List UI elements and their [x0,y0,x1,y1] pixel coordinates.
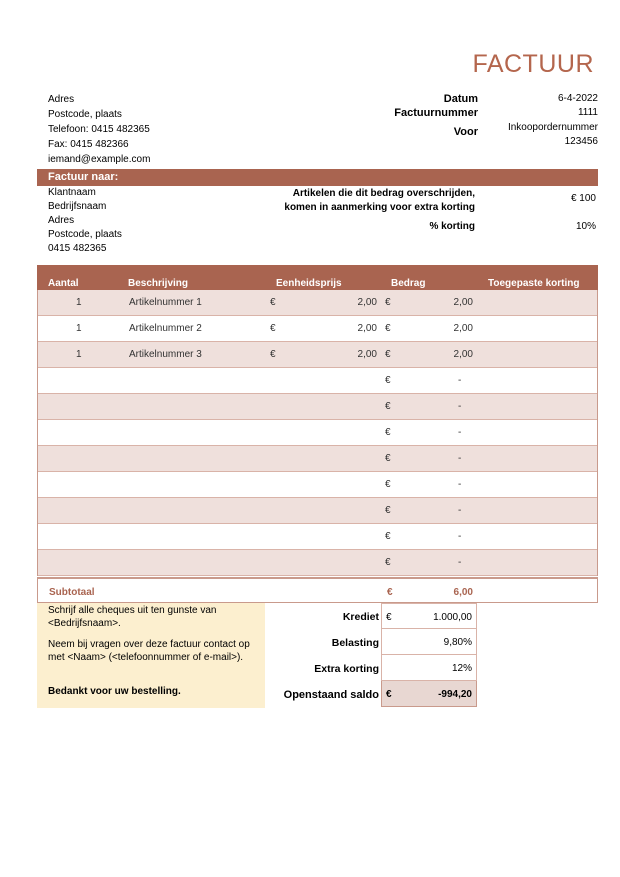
items-table-header [37,265,598,290]
row-amount-currency: € [385,401,391,412]
row-amount: - [458,453,462,464]
row-amount: - [458,427,462,438]
tax-label: Belasting [331,637,379,649]
balance-label: Openstaand saldo [283,689,379,701]
row-amount: - [458,531,462,542]
row-amount-currency: € [385,479,391,490]
row-quantity: 1 [76,297,82,308]
table-row [38,342,597,368]
payment-note [37,603,265,708]
table-row [38,524,597,550]
extra-discount-cell [381,655,477,681]
items-table [37,290,598,576]
row-amount-currency: € [385,505,391,516]
table-row [38,368,597,394]
table-row [38,420,597,446]
invoice-title: FACTUUR [472,50,594,78]
row-amount: - [458,505,462,516]
for-label: Voor [453,126,478,138]
table-row [38,472,597,498]
po-number: 123456 [564,136,598,147]
subtotal-row [37,577,598,603]
bill-line: Klantnaam [48,187,96,198]
subtotal-currency: € [387,587,393,598]
credit-cell [381,603,477,629]
table-row [38,394,597,420]
tax-value: 9,80% [443,637,472,648]
sender-line: Adres [48,94,75,105]
row-description: Artikelnummer 3 [129,349,202,360]
row-amount: 2,00 [453,349,473,360]
row-unit-price: 2,00 [357,323,377,334]
extra-discount-row [265,655,477,681]
header-amount: Bedrag [391,278,426,289]
row-unit-price: 2,00 [357,349,377,360]
credit-label: Krediet [342,611,379,623]
extra-discount-value: 12% [451,663,472,674]
row-amount: - [458,401,462,412]
bill-to-address [48,186,122,256]
table-row [38,316,597,342]
row-amount: 2,00 [453,323,473,334]
invoice-meta [328,92,598,149]
header-applied-discount: Toegepaste korting [488,278,580,289]
balance-cell [381,681,477,707]
sender-line: iemand@example.com [48,154,151,165]
sender-line: Fax: 0415 482366 [48,139,129,150]
invoice-number-label: Factuurnummer [394,107,478,119]
row-price-currency: € [270,349,276,360]
header-unit-price: Eenheidsprijs [276,278,342,289]
tax-row [265,629,477,655]
balance-row [265,681,477,707]
subtotal-value: 6,00 [453,587,473,598]
row-quantity: 1 [76,349,82,360]
row-amount-currency: € [385,323,391,334]
row-price-currency: € [270,323,276,334]
row-quantity: 1 [76,323,82,334]
row-description: Artikelnummer 1 [129,297,202,308]
row-price-currency: € [270,297,276,308]
bill-line: Adres [48,215,75,226]
discount-percent-value: 10% [575,221,596,232]
row-amount-currency: € [385,349,391,360]
credit-value: 1.000,00 [433,612,472,623]
discount-note-line: Artikelen die dit bedrag overschrijden, [292,188,475,199]
bill-to-header: Factuur naar: [37,169,598,186]
row-unit-price: 2,00 [357,297,377,308]
bill-line: Postcode, plaats [48,229,122,240]
row-description: Artikelnummer 2 [129,323,202,334]
thanks-note: Bedankt voor uw bestelling. [48,686,181,697]
po-label: Inkoopordernummer [507,122,598,133]
bill-line: Bedrijfsnaam [48,201,107,212]
totals-block [265,603,477,707]
extra-discount-label: Extra korting [314,663,379,675]
row-amount-currency: € [385,531,391,542]
table-row [38,446,597,472]
row-amount-currency: € [385,427,391,438]
discount-note [260,187,475,215]
table-row [38,290,597,316]
tax-cell [381,629,477,655]
sender-line: Postcode, plaats [48,109,122,120]
row-amount-currency: € [385,557,391,568]
sender-address [48,92,150,167]
bill-line: 0415 482365 [48,243,107,254]
header-quantity: Aantal [48,278,79,289]
discount-note-line: komen in aanmerking voor extra korting [284,202,475,213]
row-amount-currency: € [385,375,391,386]
discount-percent-label: % korting [429,221,475,232]
sender-line: Telefoon: 0415 482365 [48,124,150,135]
balance-value: -994,20 [438,689,472,700]
credit-currency: € [386,612,392,623]
table-row [38,498,597,524]
date-value: 6-4-2022 [557,93,598,104]
row-amount-currency: € [385,453,391,464]
contact-note: Neem bij vragen over deze factuur contact op met <Naam> (<telefoonnummer of e-mail>). [48,639,250,663]
row-amount: 2,00 [453,297,473,308]
row-amount-currency: € [385,297,391,308]
date-label: Datum [443,93,478,105]
for-value [488,121,598,149]
subtotal-label: Subtotaal [49,587,95,598]
header-description: Beschrijving [128,278,189,289]
credit-row [265,603,477,629]
discount-threshold: € 100 [570,193,596,204]
cheque-note: Schrijf alle cheques uit ten gunste van <Bedrijfsnaam>. [48,605,217,629]
table-row [38,550,597,576]
row-amount: - [458,479,462,490]
invoice-number-value: 1111 [577,107,598,118]
row-amount: - [458,375,462,386]
balance-currency: € [386,689,392,700]
row-amount: - [458,557,462,568]
